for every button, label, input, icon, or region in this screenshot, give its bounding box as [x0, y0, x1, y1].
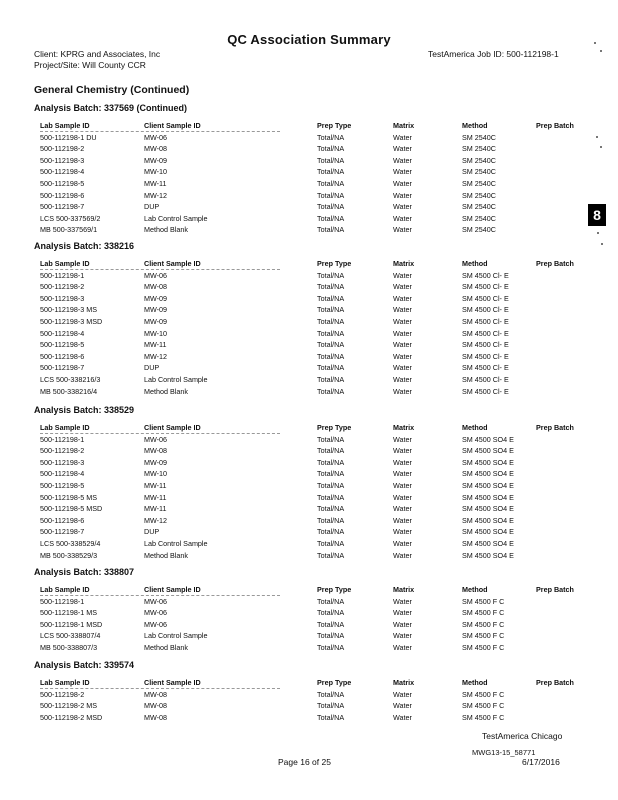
cell-matrix: Water [393, 550, 412, 560]
cell-client-sample-id: Lab Control Sample [144, 213, 208, 223]
table-row [0, 214, 618, 225]
table-row [0, 446, 618, 457]
cell-prep-type: Total/NA [317, 305, 345, 315]
table-row [0, 329, 618, 340]
cell-client-sample-id: MW-11 [144, 504, 167, 514]
column-header-prep-batch: Prep Batch [536, 678, 574, 687]
table-row [0, 504, 618, 515]
cell-client-sample-id: MW-08 [144, 689, 168, 699]
table-row [0, 317, 618, 328]
cell-matrix: Water [393, 144, 412, 154]
table-row [0, 305, 618, 316]
column-header-lab-sample-id: Lab Sample ID [40, 585, 90, 594]
cell-prep-type: Total/NA [317, 155, 345, 165]
cell-prep-type: Total/NA [317, 550, 345, 560]
cell-lab-sample-id: 500-112198-2 MS [40, 701, 98, 711]
table-row [0, 493, 618, 504]
table-row [0, 469, 618, 480]
column-header-method: Method [462, 678, 488, 687]
table-row [0, 527, 618, 538]
cell-prep-type: Total/NA [317, 446, 345, 456]
scan-speck [594, 42, 596, 44]
cell-prep-type: Total/NA [317, 132, 345, 142]
column-header-prep-batch: Prep Batch [536, 423, 574, 432]
cell-lab-sample-id: MB 500-337569/1 [40, 225, 98, 235]
table-row [0, 643, 618, 654]
cell-prep-type: Total/NA [317, 515, 345, 525]
cell-matrix: Water [393, 701, 412, 711]
cell-client-sample-id: MW-08 [144, 144, 168, 154]
table-row [0, 387, 618, 398]
cell-method: SM 4500 SO4 E [462, 481, 514, 490]
table-row [0, 144, 618, 155]
cell-lab-sample-id: LCS 500-338807/4 [40, 631, 101, 641]
cell-method: SM 4500 F C [462, 689, 505, 699]
cell-method: SM 2540C [462, 190, 496, 200]
table-row [0, 133, 618, 144]
cell-client-sample-id: Method Blank [144, 550, 188, 560]
cell-matrix: Water [393, 132, 412, 142]
column-header-prep-type: Prep Type [317, 259, 352, 268]
column-header-prep-type: Prep Type [317, 121, 352, 130]
cell-matrix: Water [393, 539, 412, 548]
cell-matrix: Water [393, 213, 412, 223]
job-id-line: TestAmerica Job ID: 500-112198-1 [428, 49, 559, 59]
cell-matrix: Water [393, 317, 412, 326]
cell-prep-type: Total/NA [317, 363, 345, 373]
page-title: QC Association Summary [227, 32, 391, 47]
cell-prep-type: Total/NA [317, 317, 345, 326]
cell-client-sample-id: MW-09 [144, 457, 168, 467]
column-header-lab-sample-id: Lab Sample ID [40, 678, 90, 687]
cell-lab-sample-id: 500-112198-5 [40, 179, 85, 188]
cell-client-sample-id: MW-12 [144, 515, 168, 525]
batch-title: Analysis Batch: 338529 [34, 405, 135, 415]
cell-matrix: Water [393, 270, 412, 280]
table-row [0, 156, 618, 167]
cell-prep-type: Total/NA [317, 213, 345, 223]
table-row [0, 597, 618, 608]
column-header-matrix: Matrix [393, 585, 415, 594]
cell-prep-type: Total/NA [317, 434, 345, 444]
cell-matrix: Water [393, 340, 412, 350]
cell-method: SM 4500 SO4 E [462, 469, 514, 479]
table-row [0, 294, 618, 305]
cell-method: SM 4500 F C [462, 608, 505, 618]
cell-prep-type: Total/NA [317, 190, 345, 200]
scan-speck [601, 243, 603, 245]
cell-client-sample-id: MW-10 [144, 167, 168, 177]
cell-client-sample-id: MW-09 [144, 293, 168, 303]
cell-method: SM 4500 F C [462, 631, 505, 641]
cell-prep-type: Total/NA [317, 270, 345, 280]
cell-matrix: Water [393, 515, 412, 525]
cell-lab-sample-id: 500-112198-1 [40, 270, 85, 280]
batch-title: Analysis Batch: 338216 [34, 241, 135, 251]
cell-prep-type: Total/NA [317, 596, 345, 606]
cell-prep-type: Total/NA [317, 225, 345, 235]
cell-client-sample-id: MW-06 [144, 608, 168, 618]
table-row [0, 375, 618, 386]
cell-method: SM 2540C [462, 132, 496, 142]
cell-client-sample-id: MW-08 [144, 446, 168, 456]
cell-client-sample-id: MW-08 [144, 282, 168, 292]
cell-lab-sample-id: 500-112198-7 [40, 527, 85, 537]
column-header-matrix: Matrix [393, 259, 415, 268]
cell-client-sample-id: Method Blank [144, 386, 188, 396]
cell-lab-sample-id: MB 500-338216/4 [40, 386, 98, 396]
cell-method: SM 4500 Cl- E [462, 363, 509, 373]
column-header-method: Method [462, 259, 488, 268]
column-header-client-sample-id: Client Sample ID [144, 259, 201, 268]
table-row [0, 282, 618, 293]
table-row [0, 225, 618, 236]
cell-lab-sample-id: 500-112198-4 [40, 328, 85, 338]
cell-prep-type: Total/NA [317, 631, 345, 641]
column-header-lab-sample-id: Lab Sample ID [40, 121, 90, 130]
report-date: 6/17/2016 [522, 757, 560, 767]
cell-lab-sample-id: LCS 500-338216/3 [40, 375, 101, 384]
cell-client-sample-id: Method Blank [144, 225, 188, 235]
cell-lab-sample-id: 500-112198-1 MSD [40, 619, 103, 629]
table-row [0, 539, 618, 550]
project-line: Project/Site: Will County CCR [34, 60, 146, 70]
cell-matrix: Water [393, 363, 412, 373]
cell-prep-type: Total/NA [317, 202, 345, 212]
batch-title: Analysis Batch: 338807 [34, 567, 135, 577]
column-header-matrix: Matrix [393, 423, 415, 432]
column-header-matrix: Matrix [393, 678, 415, 687]
table-row [0, 191, 618, 202]
lab-name: TestAmerica Chicago [482, 731, 563, 741]
cell-client-sample-id: Lab Control Sample [144, 375, 208, 384]
table-row [0, 690, 618, 701]
cell-prep-type: Total/NA [317, 701, 345, 711]
cell-matrix: Water [393, 596, 412, 606]
column-header-matrix: Matrix [393, 121, 415, 130]
cell-client-sample-id: MW-10 [144, 469, 168, 479]
cell-prep-type: Total/NA [317, 351, 345, 361]
cell-matrix: Water [393, 190, 412, 200]
table-row [0, 620, 618, 631]
cell-prep-type: Total/NA [317, 712, 345, 722]
cell-client-sample-id: MW-06 [144, 132, 168, 142]
cell-matrix: Water [393, 492, 412, 502]
table-row [0, 352, 618, 363]
cell-lab-sample-id: 500-112198-4 [40, 167, 85, 177]
cell-matrix: Water [393, 225, 412, 235]
column-header-method: Method [462, 121, 488, 130]
scan-speck [600, 146, 602, 148]
cell-method: SM 4500 SO4 E [462, 446, 514, 456]
column-header-prep-type: Prep Type [317, 585, 352, 594]
table-row [0, 202, 618, 213]
cell-client-sample-id: MW-09 [144, 155, 168, 165]
table-row [0, 481, 618, 492]
cell-lab-sample-id: 500-112198-6 [40, 515, 85, 525]
cell-client-sample-id: MW-09 [144, 317, 168, 326]
column-header-method: Method [462, 423, 488, 432]
cell-prep-type: Total/NA [317, 469, 345, 479]
cell-lab-sample-id: 500-112198-2 [40, 282, 85, 292]
cell-lab-sample-id: 500-112198-3 [40, 155, 85, 165]
cell-prep-type: Total/NA [317, 689, 345, 699]
cell-lab-sample-id: 500-112198-1 [40, 434, 85, 444]
cell-prep-type: Total/NA [317, 619, 345, 629]
cell-lab-sample-id: 500-112198-3 [40, 457, 85, 467]
cell-prep-type: Total/NA [317, 527, 345, 537]
cell-lab-sample-id: 500-112198-5 MS [40, 492, 98, 502]
column-header-method: Method [462, 585, 488, 594]
table-row [0, 631, 618, 642]
cell-prep-type: Total/NA [317, 179, 345, 188]
cell-method: SM 4500 Cl- E [462, 351, 509, 361]
cell-matrix: Water [393, 608, 412, 618]
cell-prep-type: Total/NA [317, 293, 345, 303]
cell-method: SM 4500 Cl- E [462, 305, 509, 315]
cell-client-sample-id: DUP [144, 363, 160, 373]
column-header-client-sample-id: Client Sample ID [144, 585, 201, 594]
cell-client-sample-id: MW-09 [144, 305, 168, 315]
cell-lab-sample-id: 500-112198-3 MSD [40, 317, 103, 326]
cell-client-sample-id: MW-11 [144, 179, 167, 188]
cell-prep-type: Total/NA [317, 167, 345, 177]
cell-client-sample-id: MW-10 [144, 328, 168, 338]
cell-client-sample-id: MW-06 [144, 434, 168, 444]
column-header-client-sample-id: Client Sample ID [144, 121, 201, 130]
cell-method: SM 4500 SO4 E [462, 539, 514, 548]
table-row [0, 701, 618, 712]
cell-matrix: Water [393, 504, 412, 514]
cell-client-sample-id: Lab Control Sample [144, 631, 208, 641]
cell-matrix: Water [393, 643, 412, 652]
scan-speck [596, 136, 598, 138]
cell-client-sample-id: MW-11 [144, 340, 167, 350]
table-row [0, 458, 618, 469]
cell-prep-type: Total/NA [317, 144, 345, 154]
column-header-lab-sample-id: Lab Sample ID [40, 259, 90, 268]
cell-lab-sample-id: 500-112198-1 [40, 596, 85, 606]
cell-client-sample-id: DUP [144, 527, 160, 537]
cell-lab-sample-id: MB 500-338807/3 [40, 643, 98, 652]
cell-matrix: Water [393, 434, 412, 444]
cell-prep-type: Total/NA [317, 386, 345, 396]
cell-matrix: Water [393, 527, 412, 537]
cell-matrix: Water [393, 619, 412, 629]
cell-lab-sample-id: LCS 500-337569/2 [40, 213, 101, 223]
cell-lab-sample-id: 500-112198-3 [40, 293, 85, 303]
cell-lab-sample-id: 500-112198-1 DU [40, 132, 97, 142]
cell-client-sample-id: MW-06 [144, 596, 168, 606]
cell-matrix: Water [393, 179, 412, 188]
cell-matrix: Water [393, 446, 412, 456]
cell-method: SM 4500 Cl- E [462, 293, 509, 303]
cell-lab-sample-id: 500-112198-2 MSD [40, 712, 103, 722]
column-header-prep-batch: Prep Batch [536, 121, 574, 130]
cell-client-sample-id: MW-12 [144, 351, 168, 361]
cell-lab-sample-id: 500-112198-6 [40, 351, 85, 361]
cell-lab-sample-id: MB 500-338529/3 [40, 550, 98, 560]
table-row [0, 435, 618, 446]
cell-prep-type: Total/NA [317, 481, 345, 490]
scan-speck [597, 232, 599, 234]
cell-prep-type: Total/NA [317, 643, 345, 652]
cell-lab-sample-id: 500-112198-5 MSD [40, 504, 103, 514]
cell-prep-type: Total/NA [317, 282, 345, 292]
cell-method: SM 4500 F C [462, 701, 505, 711]
cell-method: SM 2540C [462, 155, 496, 165]
table-row [0, 167, 618, 178]
table-row [0, 713, 618, 724]
cell-client-sample-id: Lab Control Sample [144, 539, 208, 548]
cell-method: SM 4500 SO4 E [462, 504, 514, 514]
cell-client-sample-id: MW-06 [144, 270, 168, 280]
table-row [0, 551, 618, 562]
cell-matrix: Water [393, 457, 412, 467]
cell-method: SM 2540C [462, 213, 496, 223]
cell-prep-type: Total/NA [317, 375, 345, 384]
cell-method: SM 4500 SO4 E [462, 550, 514, 560]
cell-method: SM 4500 F C [462, 619, 505, 629]
cell-method: SM 4500 Cl- E [462, 375, 509, 384]
cell-client-sample-id: MW-06 [144, 619, 168, 629]
table-row [0, 516, 618, 527]
document-code: MWG13-15_58771 [472, 748, 536, 757]
cell-prep-type: Total/NA [317, 492, 345, 502]
cell-method: SM 4500 Cl- E [462, 282, 509, 292]
cell-method: SM 4500 Cl- E [462, 328, 509, 338]
cell-prep-type: Total/NA [317, 608, 345, 618]
cell-method: SM 4500 F C [462, 712, 505, 722]
cell-method: SM 2540C [462, 167, 496, 177]
cell-lab-sample-id: 500-112198-1 MS [40, 608, 98, 618]
cell-client-sample-id: MW-12 [144, 190, 168, 200]
cell-matrix: Water [393, 167, 412, 177]
cell-lab-sample-id: 500-112198-4 [40, 469, 85, 479]
cell-method: SM 4500 SO4 E [462, 515, 514, 525]
cell-matrix: Water [393, 386, 412, 396]
cell-matrix: Water [393, 469, 412, 479]
column-header-client-sample-id: Client Sample ID [144, 678, 201, 687]
cell-lab-sample-id: 500-112198-5 [40, 340, 85, 350]
cell-prep-type: Total/NA [317, 340, 345, 350]
cell-client-sample-id: DUP [144, 202, 160, 212]
cell-prep-type: Total/NA [317, 539, 345, 548]
cell-method: SM 2540C [462, 144, 496, 154]
cell-matrix: Water [393, 712, 412, 722]
cell-matrix: Water [393, 481, 412, 490]
cell-client-sample-id: MW-08 [144, 701, 168, 711]
column-header-client-sample-id: Client Sample ID [144, 423, 201, 432]
column-header-prep-type: Prep Type [317, 423, 352, 432]
cell-client-sample-id: MW-08 [144, 712, 168, 722]
cell-lab-sample-id: 500-112198-7 [40, 202, 85, 212]
section-tab-marker: 8 [588, 204, 606, 226]
cell-matrix: Water [393, 631, 412, 641]
cell-matrix: Water [393, 689, 412, 699]
batch-title: Analysis Batch: 339574 [34, 660, 135, 670]
cell-method: SM 4500 SO4 E [462, 527, 514, 537]
cell-lab-sample-id: 500-112198-7 [40, 363, 85, 373]
cell-matrix: Water [393, 375, 412, 384]
cell-lab-sample-id: 500-112198-3 MS [40, 305, 98, 315]
cell-matrix: Water [393, 282, 412, 292]
cell-matrix: Water [393, 293, 412, 303]
cell-method: SM 4500 Cl- E [462, 270, 509, 280]
cell-lab-sample-id: 500-112198-2 [40, 446, 85, 456]
cell-method: SM 4500 Cl- E [462, 317, 509, 326]
cell-method: SM 4500 SO4 E [462, 457, 514, 467]
column-header-prep-batch: Prep Batch [536, 259, 574, 268]
table-row [0, 363, 618, 374]
client-line: Client: KPRG and Associates, Inc [34, 49, 161, 59]
cell-method: SM 4500 SO4 E [462, 492, 514, 502]
column-header-prep-type: Prep Type [317, 678, 352, 687]
cell-method: SM 4500 F C [462, 643, 505, 652]
cell-client-sample-id: Method Blank [144, 643, 188, 652]
scan-speck [600, 50, 602, 52]
cell-lab-sample-id: 500-112198-2 [40, 144, 85, 154]
page-number: Page 16 of 25 [278, 757, 331, 767]
table-row [0, 179, 618, 190]
cell-lab-sample-id: LCS 500-338529/4 [40, 539, 101, 548]
cell-method: SM 2540C [462, 202, 496, 212]
cell-matrix: Water [393, 328, 412, 338]
column-header-prep-batch: Prep Batch [536, 585, 574, 594]
cell-prep-type: Total/NA [317, 457, 345, 467]
cell-matrix: Water [393, 155, 412, 165]
table-row [0, 608, 618, 619]
batch-title: Analysis Batch: 337569 (Continued) [34, 103, 188, 113]
table-row [0, 340, 618, 351]
cell-method: SM 2540C [462, 225, 496, 235]
cell-matrix: Water [393, 351, 412, 361]
column-header-lab-sample-id: Lab Sample ID [40, 423, 90, 432]
table-row [0, 271, 618, 282]
section-title: General Chemistry (Continued) [34, 84, 190, 96]
cell-lab-sample-id: 500-112198-5 [40, 481, 85, 490]
cell-lab-sample-id: 500-112198-2 [40, 689, 85, 699]
cell-method: SM 4500 Cl- E [462, 340, 509, 350]
cell-method: SM 4500 Cl- E [462, 386, 509, 396]
cell-method: SM 2540C [462, 179, 496, 188]
cell-matrix: Water [393, 202, 412, 212]
cell-client-sample-id: MW-11 [144, 492, 167, 502]
cell-method: SM 4500 F C [462, 596, 505, 606]
cell-lab-sample-id: 500-112198-6 [40, 190, 85, 200]
cell-prep-type: Total/NA [317, 504, 345, 514]
cell-prep-type: Total/NA [317, 328, 345, 338]
cell-method: SM 4500 SO4 E [462, 434, 514, 444]
cell-matrix: Water [393, 305, 412, 315]
cell-client-sample-id: MW-11 [144, 481, 167, 490]
